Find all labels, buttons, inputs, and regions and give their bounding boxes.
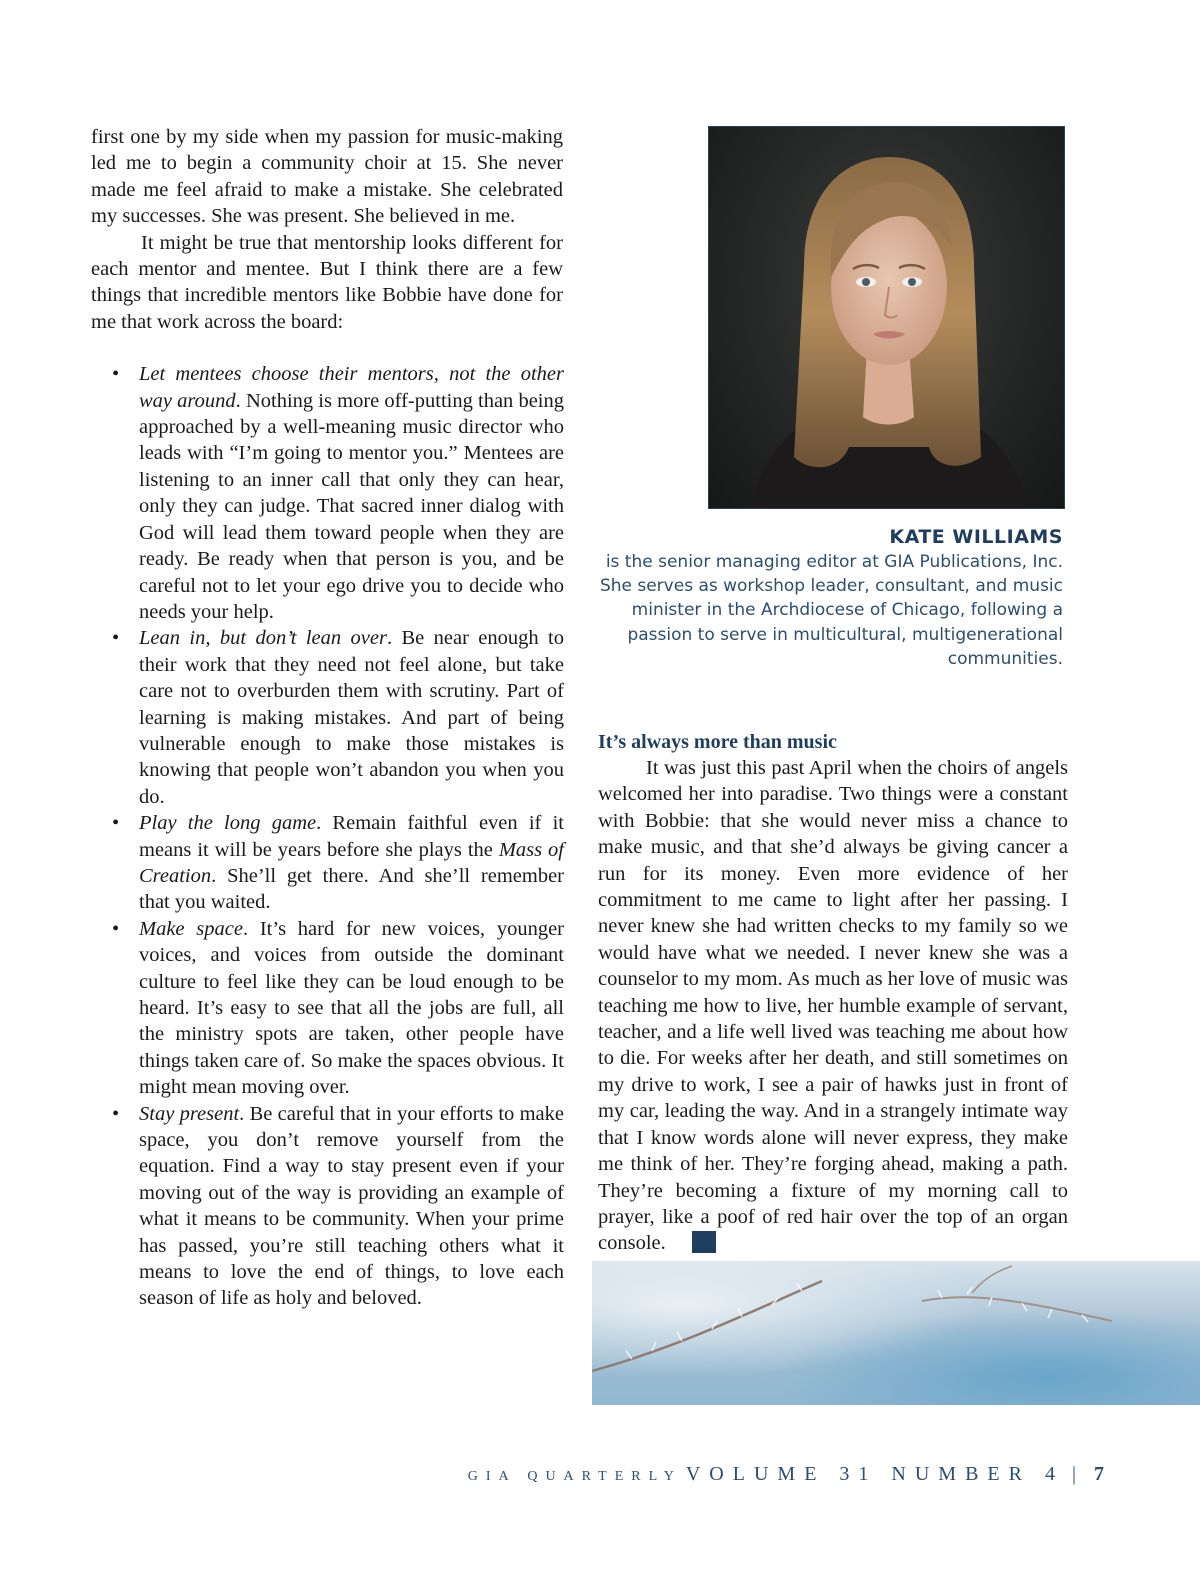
tip-text: . Nothing is more off-putting than being approached by a well-meaning music director who leads with “I’m going to mentor you.” Mentees are listening to an inner call that only they can hear, only they can judge. That sacred inner dialog with God will lead them toward people when they are ready. Be ready when that person is you, and be careful not to let your ego drive you to decide who needs your help. <box>139 389 564 623</box>
tip-lead: Stay present <box>139 1102 240 1125</box>
tip-item <box>112 916 564 1101</box>
magazine-name: GIA QUARTERLY <box>467 1469 682 1484</box>
tip-item <box>112 810 565 916</box>
tip-lead: Make space <box>139 917 243 940</box>
frosted-branch-photo <box>592 1261 1200 1405</box>
tip-lead: Lean in, but don’t lean over <box>139 627 387 650</box>
paragraph-mentorship: It might be true that mentorship looks different for each mentor and mentee. But I think there are a few things that incredible mentors like Bobbie have done for me that work across the board: <box>91 231 563 333</box>
tip-text: . She’ll get there. And she’ll remember that you waited. <box>139 864 564 914</box>
tip-text: . Be careful that in your efforts to make space, you don’t remove yourself from the equation. Find a way to stay present even if your moving out of the way is providing an example of what it means to be community. When your prime has passed, you’re still teaching others what it means to love the end of things, to love each season of life as holy and beloved. <box>139 1102 564 1310</box>
portrait-illustration <box>709 127 1065 509</box>
section-body-text: It was just this past April when the choirs of angels welcomed her into paradise. Two things were a constant with Bobbie: that she would never miss a chance to make music, and that she’d always be giving cancer a run for its money. Even more evidence of her commitment to me came to light after her passing. I never knew she had written checks to my family so we would have what we needed. I never knew she was a counselor to my mom. As much as her love of music was teaching me how to live, her humble example of servant, teacher, and a life well lived was teaching me about how to die. For weeks after her death, and still sometimes on my drive to work, I see a pair of hawks just in front of my car, leading the way. And in a strangely intimate way that I know words alone will never express, they make me think of her. They’re forging ahead, making a path. They’re becoming a fixture of my morning call to prayer, like a poof of red hair over the top of an organ console. <box>598 757 1068 1255</box>
bullet-icon: • <box>112 363 120 386</box>
page-number: 7 <box>1094 1463 1104 1485</box>
bullet-icon: • <box>112 917 120 940</box>
author-bio <box>590 524 1063 671</box>
bullet-icon: • <box>112 812 120 835</box>
paragraph-intro: first one by my side when my passion for music-making led me to begin a community choir at 15. She never made me feel afraid to make a mistake. She celebrated my successes. She was present. She believed in me. <box>91 126 563 228</box>
mentor-tips-list <box>112 361 565 1312</box>
tip-text: . It’s hard for new voices, younger voices, and voices from outside the dominant culture to feel like they can be loud enough to be heard. It’s easy to see that all the jobs are full, all the ministry spots are taken, other people have things taken care of. So make the spaces obvious. It might mean moving over. <box>139 917 564 1099</box>
author-portrait-photo <box>708 126 1065 509</box>
tip-item <box>112 1101 564 1312</box>
tip-lead: Play the long game <box>139 812 317 835</box>
author-name: KATE WILLIAMS <box>889 526 1063 548</box>
footer-separator: | <box>1071 1463 1076 1485</box>
author-description: is the senior managing editor at GIA Publications, Inc. She serves as workshop leader, consultant, and music minister in the Archdiocese of Chicago, following a passion to serve in multicultural, multigenerational communities. <box>599 552 1063 669</box>
work-title: Mass of Creation <box>139 838 565 887</box>
right-column <box>598 729 1068 1257</box>
bullet-icon: • <box>112 627 120 650</box>
left-column <box>91 124 563 1312</box>
page-footer <box>468 1463 1104 1486</box>
tip-item <box>112 361 564 625</box>
frost-illustration <box>592 1261 1200 1405</box>
tip-lead: Let mentees choose their mentors, not the other way around <box>139 363 564 412</box>
section-body <box>598 755 1068 1257</box>
tip-text: . Remain faithful even if it means it will be years before she plays the <box>139 812 564 861</box>
section-heading: It’s always more than music <box>598 731 837 753</box>
bullet-icon: • <box>112 1102 120 1125</box>
tip-text: . Be near enough to their work that they need not feel alone, but take care not to overburden them with scrutiny. Part of learning is making mistakes. And part of being vulnerable enough to make those mistakes is knowing that people won’t abandon you when you do. <box>139 627 564 808</box>
end-of-article-mark <box>692 1231 716 1253</box>
issue-volume: VOLUME 31 NUMBER 4 <box>685 1463 1064 1485</box>
tip-item <box>112 625 564 810</box>
